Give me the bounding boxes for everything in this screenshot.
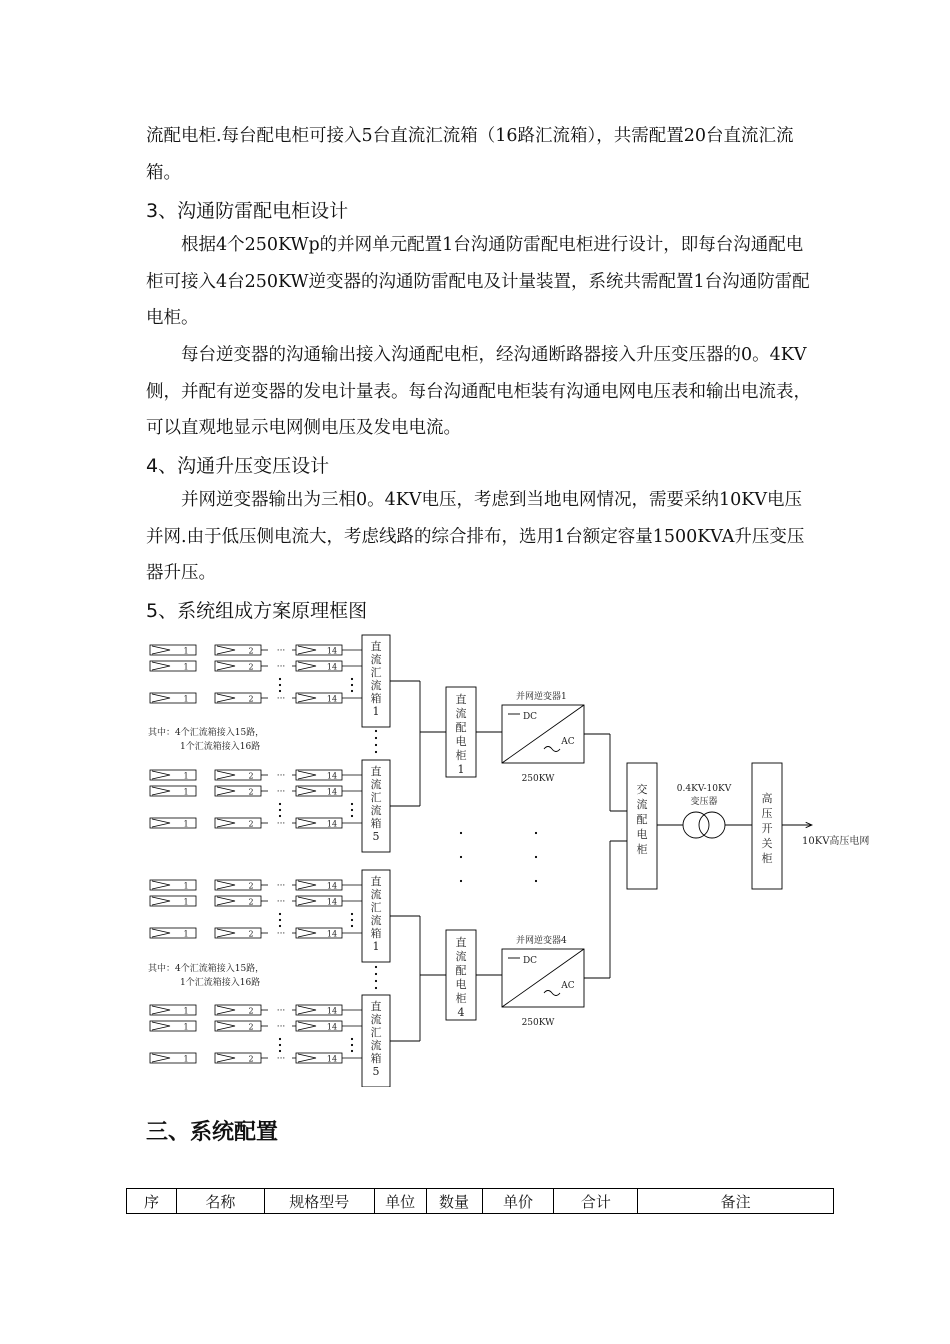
dc-combiner-label: 直 — [370, 765, 382, 778]
dc-cabinet-label: 4 — [457, 1006, 465, 1019]
continuation-dot — [535, 856, 537, 858]
pv-module — [215, 1005, 261, 1015]
continuation-dot — [351, 690, 353, 692]
continuation-dot — [375, 744, 377, 746]
pv-module-arrow — [217, 771, 235, 779]
pv-module-arrow — [152, 662, 170, 670]
continuation-dot — [351, 809, 353, 811]
pv-module — [150, 818, 196, 828]
continuation-dot — [279, 1038, 281, 1040]
ac-cabinet-label: 柜 — [636, 843, 648, 856]
pv-module-arrow — [217, 646, 235, 654]
string-ellipsis: ··· — [276, 897, 286, 907]
pv-module-arrow — [298, 1006, 316, 1014]
paragraph-step-up: 并网逆变器输出为三相0。4KV电压，考虑到当地电网情况，需要采纳10KV电压并网.由于低压侧电流大，考虑线路的综合排布，选用1台额定容量1500KVA升压变压器升压。 — [146, 490, 805, 583]
heading-step-up-transformer: 4、沟通升压变压设计 — [146, 455, 330, 477]
pv-module-arrow — [152, 819, 170, 827]
continuation-dot — [279, 919, 281, 921]
string-ellipsis: ··· — [276, 1006, 286, 1016]
col-header-model: 规格型号 — [264, 1189, 374, 1214]
continuation-dot — [279, 815, 281, 817]
continuation-dot — [279, 684, 281, 686]
continuation-dot — [460, 856, 462, 858]
continuation-dot — [375, 737, 377, 739]
col-header-total: 合计 — [554, 1189, 638, 1214]
pv-module-arrow — [298, 1054, 316, 1062]
diagram-blocks — [362, 635, 782, 1087]
combiner-note: 1个汇流箱接入16路 — [180, 978, 261, 988]
string-ellipsis: ··· — [276, 646, 286, 656]
pv-module-number: 14 — [326, 646, 338, 656]
continuation-dot — [535, 880, 537, 882]
dc-cabinet-label: 柜 — [455, 749, 467, 762]
pv-module-number: 14 — [326, 1054, 338, 1064]
hv-switch-label: 压 — [761, 807, 773, 820]
pv-module — [150, 786, 196, 796]
pv-module-number: 1 — [183, 929, 189, 939]
pv-module-number: 1 — [183, 787, 189, 797]
continuation-dot — [279, 925, 281, 927]
paragraph-intro: 流配电柜.每台配电柜可接入5台直流汇流箱（16路汇流箱），共需配置20台直流汇流箱。 — [146, 126, 794, 183]
pv-module-number: 2 — [248, 771, 254, 781]
pv-module-number: 14 — [326, 1022, 338, 1032]
col-header-unit: 单位 — [374, 1189, 426, 1214]
pv-module-number: 1 — [183, 881, 189, 891]
continuation-dot — [351, 919, 353, 921]
dc-combiner-label: 流 — [370, 778, 382, 791]
pv-module — [215, 880, 261, 890]
string-ellipsis: ··· — [276, 662, 286, 672]
dc-combiner-label: 汇 — [370, 791, 382, 804]
dc-cabinet-label: 电 — [455, 978, 467, 991]
system-block-diagram — [140, 625, 880, 1087]
continuation-dot — [279, 690, 281, 692]
col-header-remarks: 备注 — [638, 1189, 834, 1214]
transformer-label: 0.4KV-10KV — [676, 784, 732, 794]
pv-module-number: 1 — [183, 1006, 189, 1016]
continuation-dot — [279, 809, 281, 811]
pv-module-number: 2 — [248, 694, 254, 704]
pv-module — [215, 928, 261, 938]
dc-combiner-label: 流 — [370, 804, 382, 817]
ac-cabinet-label: 配 — [636, 813, 648, 826]
pv-module-arrow — [298, 819, 316, 827]
col-header-name: 名称 — [176, 1189, 264, 1214]
continuation-dot — [375, 973, 377, 975]
dc-combiner-label: 汇 — [370, 666, 382, 679]
continuation-dot — [351, 803, 353, 805]
combiner-note: 其中：4个汇流箱接入15路， — [148, 728, 265, 738]
pv-module-number: 2 — [248, 881, 254, 891]
col-header-quantity: 数量 — [426, 1189, 482, 1214]
pv-string-arrays — [150, 645, 362, 1063]
dc-cabinet-label: 配 — [455, 964, 467, 977]
pv-module-arrow — [152, 787, 170, 795]
pv-module-number: 14 — [326, 881, 338, 891]
combiner-note: 其中：4个汇流箱接入15路， — [148, 964, 265, 974]
continuation-dot — [351, 815, 353, 817]
pv-module-number: 1 — [183, 694, 189, 704]
inverter-power: 250KW — [521, 1018, 555, 1028]
pv-module — [150, 645, 196, 655]
dc-cabinet-label: 直 — [455, 693, 467, 706]
pv-module — [150, 1053, 196, 1063]
hv-switch-label: 关 — [761, 837, 773, 850]
heading-ac-lightning-cabinet: 3、沟通防雷配电柜设计 — [146, 200, 349, 222]
ac-distribution-cabinet — [627, 763, 657, 889]
dc-combiner-label: 5 — [372, 830, 380, 843]
pv-module — [215, 896, 261, 906]
pv-module — [150, 770, 196, 780]
pv-module — [215, 770, 261, 780]
pv-module-arrow — [298, 694, 316, 702]
pv-module — [150, 693, 196, 703]
pv-module — [150, 928, 196, 938]
col-header-index: 序 — [127, 1189, 177, 1214]
pv-module-arrow — [298, 881, 316, 889]
pv-module-number: 14 — [326, 694, 338, 704]
pv-module-number: 1 — [183, 771, 189, 781]
continuation-dot — [279, 678, 281, 680]
pv-module — [215, 661, 261, 671]
continuation-dot — [351, 684, 353, 686]
heading-block-diagram: 5、系统组成方案原理框图 — [146, 600, 368, 622]
pv-module-arrow — [217, 897, 235, 905]
grid-label: 10KV高压电网 — [802, 836, 870, 847]
pv-module — [215, 786, 261, 796]
pv-module-number: 14 — [326, 929, 338, 939]
dc-combiner-label: 流 — [370, 914, 382, 927]
dc-combiner-label: 箱 — [370, 927, 382, 940]
inverter-label: 并网逆变器4 — [516, 936, 567, 946]
pv-module — [215, 693, 261, 703]
pv-module-number: 14 — [326, 897, 338, 907]
string-ellipsis: ··· — [276, 881, 286, 891]
continuation-dot — [460, 832, 462, 834]
pv-module-number: 2 — [248, 646, 254, 656]
dc-combiner-label: 1 — [372, 940, 380, 953]
dc-cabinet-label: 流 — [455, 950, 467, 963]
pv-module — [150, 1021, 196, 1031]
string-ellipsis: ··· — [276, 819, 286, 829]
continuation-dot — [375, 987, 377, 989]
transformer-coil — [699, 812, 725, 838]
continuation-dot — [279, 1044, 281, 1046]
pv-module-arrow — [298, 646, 316, 654]
inverter-label: 并网逆变器1 — [516, 692, 567, 702]
dc-cabinet-label: 柜 — [455, 992, 467, 1005]
table-header-row — [127, 1189, 834, 1214]
pv-module-number: 2 — [248, 819, 254, 829]
dc-combiner-label: 直 — [370, 640, 382, 653]
pv-module-arrow — [152, 646, 170, 654]
dc-combiner-label: 流 — [370, 888, 382, 901]
hv-switch-label: 高 — [761, 792, 773, 805]
pv-module-arrow — [217, 1022, 235, 1030]
pv-module-arrow — [152, 897, 170, 905]
pv-module-arrow — [152, 694, 170, 702]
pv-module-arrow — [298, 771, 316, 779]
pv-module — [215, 1021, 261, 1031]
pv-module-number: 14 — [326, 1006, 338, 1016]
transformer-coil — [683, 812, 709, 838]
continuation-dot — [351, 1050, 353, 1052]
pv-module-arrow — [152, 1054, 170, 1062]
transformer-label: 变压器 — [690, 797, 718, 807]
pv-module-number: 2 — [248, 1022, 254, 1032]
dc-cabinet-label: 流 — [455, 707, 467, 720]
section-system-config: 三、系统配置 — [146, 1120, 279, 1145]
string-ellipsis: ··· — [276, 787, 286, 797]
dc-combiner-label: 直 — [370, 875, 382, 888]
inverter-ac: AC — [561, 981, 575, 991]
continuation-dot — [375, 980, 377, 982]
pv-module-number: 14 — [326, 662, 338, 672]
pv-module-number: 14 — [326, 771, 338, 781]
dc-cabinet-label: 直 — [455, 936, 467, 949]
pv-module-arrow — [217, 929, 235, 937]
continuation-dot — [279, 913, 281, 915]
dc-combiner-label: 箱 — [370, 692, 382, 705]
string-ellipsis: ··· — [276, 694, 286, 704]
pv-module-arrow — [217, 881, 235, 889]
dc-combiner-label: 汇 — [370, 901, 382, 914]
hv-switch-label: 柜 — [761, 852, 773, 865]
dc-cabinet-label: 1 — [457, 763, 465, 776]
dc-combiner-label: 箱 — [370, 817, 382, 830]
pv-module-arrow — [152, 881, 170, 889]
pv-module — [150, 896, 196, 906]
pv-module — [215, 645, 261, 655]
pv-module-number: 1 — [183, 897, 189, 907]
pv-module-arrow — [217, 1054, 235, 1062]
pv-module-arrow — [152, 771, 170, 779]
pv-module — [150, 880, 196, 890]
continuation-dot — [351, 1038, 353, 1040]
pv-module-arrow — [152, 1022, 170, 1030]
inverter-ac: AC — [561, 737, 575, 747]
continuation-dot — [351, 913, 353, 915]
pv-module-arrow — [217, 819, 235, 827]
config-table — [126, 1188, 834, 1214]
pv-module-arrow — [298, 787, 316, 795]
col-header-unit-price: 单价 — [482, 1189, 554, 1214]
pv-module-arrow — [217, 787, 235, 795]
pv-module-number: 14 — [326, 819, 338, 829]
dc-combiner-label: 流 — [370, 653, 382, 666]
continuation-dot — [460, 880, 462, 882]
dc-combiner-label: 直 — [370, 1000, 382, 1013]
continuation-dot — [351, 1044, 353, 1046]
inverter-dc: DC — [522, 956, 538, 966]
dc-combiner-label: 汇 — [370, 1026, 382, 1039]
string-ellipsis: ··· — [276, 929, 286, 939]
pv-module-number: 1 — [183, 646, 189, 656]
pv-module-number: 14 — [326, 787, 338, 797]
continuation-dot — [279, 803, 281, 805]
pv-module-arrow — [217, 662, 235, 670]
dc-combiner-label: 流 — [370, 679, 382, 692]
pv-module — [215, 1053, 261, 1063]
inverter-dc: DC — [522, 712, 538, 722]
ac-cabinet-label: 交 — [636, 783, 648, 796]
pv-module-number: 2 — [248, 1006, 254, 1016]
pv-module-arrow — [217, 1006, 235, 1014]
pv-module — [215, 818, 261, 828]
pv-module-number: 2 — [248, 1054, 254, 1064]
pv-module-number: 1 — [183, 1022, 189, 1032]
pv-module-number: 1 — [183, 662, 189, 672]
pv-module-number: 2 — [248, 787, 254, 797]
pv-module-number: 1 — [183, 819, 189, 829]
ac-cabinet-label: 电 — [636, 828, 648, 841]
combiner-note: 1个汇流箱接入16路 — [180, 742, 261, 752]
hv-switch-label: 开 — [761, 822, 773, 835]
paragraph-ac-cabinet-1: 根据4个250KWp的并网单元配置1台沟通防雷配电柜进行设计，即每台沟通配电柜可接入4台250KW逆变器的沟通防雷配电及计量装置，系统共需配置1台沟通防雷配电柜。 — [146, 235, 810, 328]
pv-module-arrow — [298, 929, 316, 937]
continuation-dot — [279, 1050, 281, 1052]
continuation-dot — [351, 678, 353, 680]
dc-combiner-label: 流 — [370, 1013, 382, 1026]
pv-module-arrow — [217, 694, 235, 702]
pv-module-arrow — [298, 1022, 316, 1030]
pv-module-number: 1 — [183, 1054, 189, 1064]
string-ellipsis: ··· — [276, 1054, 286, 1064]
dc-combiner-label: 箱 — [370, 1052, 382, 1065]
pv-module-arrow — [152, 929, 170, 937]
pv-module — [150, 1005, 196, 1015]
continuation-dot — [535, 832, 537, 834]
pv-module — [150, 661, 196, 671]
continuation-dot — [375, 730, 377, 732]
ac-cabinet-label: 流 — [636, 798, 648, 811]
pv-module-number: 2 — [248, 662, 254, 672]
continuation-dot — [351, 925, 353, 927]
continuation-dot — [375, 751, 377, 753]
inverter-power: 250KW — [521, 774, 555, 784]
dc-cabinet-label: 配 — [455, 721, 467, 734]
dc-cabinet-label: 电 — [455, 735, 467, 748]
pv-module-number: 2 — [248, 897, 254, 907]
dc-combiner-label: 流 — [370, 1039, 382, 1052]
dc-combiner-label: 1 — [372, 705, 380, 718]
dc-combiner-label: 5 — [372, 1065, 380, 1078]
pv-module-number: 2 — [248, 929, 254, 939]
pv-module-arrow — [298, 897, 316, 905]
string-ellipsis: ··· — [276, 1022, 286, 1032]
pv-module-arrow — [152, 1006, 170, 1014]
paragraph-ac-cabinet-2: 每台逆变器的沟通输出接入沟通配电柜，经沟通断路器接入升压变压器的0。4KV侧，并配有逆变器的发电计量表。每台沟通配电柜装有沟通电网电压表和输出电流表，可以直观地显示电网侧电压及发电电流。 — [146, 345, 811, 438]
string-ellipsis: ··· — [276, 771, 286, 781]
continuation-dot — [375, 966, 377, 968]
pv-module-arrow — [298, 662, 316, 670]
